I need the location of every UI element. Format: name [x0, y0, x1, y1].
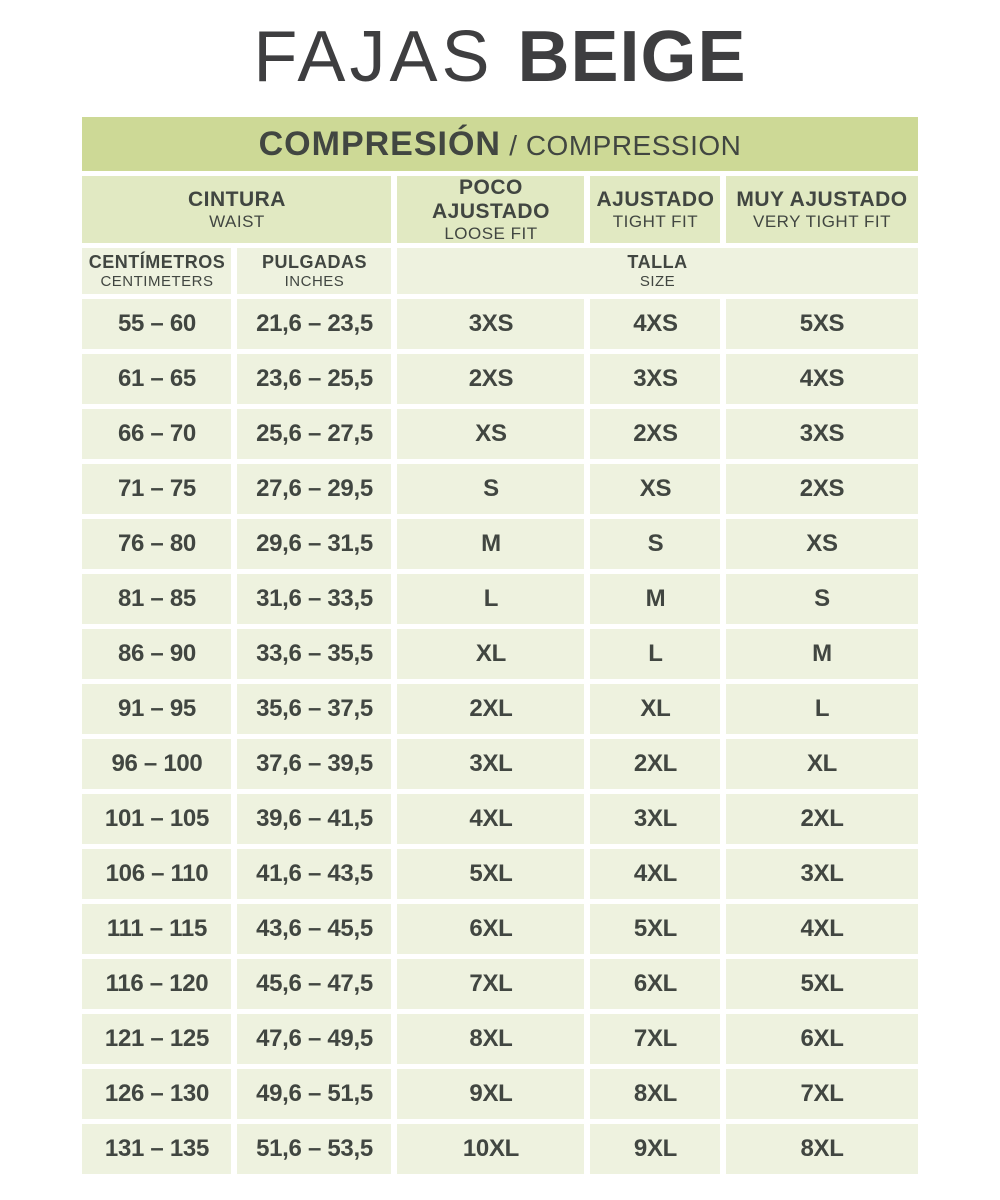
subheader-pulgadas: [237, 248, 391, 294]
cell-centimeters: 131 – 135: [82, 1124, 231, 1174]
compression-label-en: COMPRESSION: [525, 129, 742, 161]
cell-loose-fit-size: 2XL: [397, 684, 584, 734]
cell-very-tight-fit-size: 6XL: [726, 1014, 917, 1064]
cell-loose-fit-size: XS: [397, 409, 584, 459]
cell-loose-fit-size: 6XL: [397, 904, 584, 954]
cell-centimeters: 116 – 120: [82, 959, 231, 1009]
table-row: [82, 684, 917, 734]
cell-very-tight-fit-size: S: [726, 574, 917, 624]
cell-very-tight-fit-size: XS: [726, 519, 917, 569]
cell-loose-fit-size: 2XS: [397, 354, 584, 404]
cell-very-tight-fit-size: XL: [726, 739, 917, 789]
header-ajustado-es: AJUSTADO: [596, 188, 715, 211]
cell-centimeters: 111 – 115: [82, 904, 231, 954]
cell-loose-fit-size: M: [397, 519, 584, 569]
cell-tight-fit-size: L: [590, 629, 720, 679]
cell-inches: 45,6 – 47,5: [237, 959, 391, 1009]
cell-inches: 39,6 – 41,5: [237, 794, 391, 844]
header-cintura: [82, 176, 391, 243]
cell-centimeters: 101 – 105: [82, 794, 231, 844]
cell-inches: 37,6 – 39,5: [237, 739, 391, 789]
cell-loose-fit-size: 7XL: [397, 959, 584, 1009]
cell-very-tight-fit-size: 7XL: [726, 1069, 917, 1119]
cell-very-tight-fit-size: L: [726, 684, 917, 734]
size-chart-header: [82, 117, 917, 294]
cell-tight-fit-size: 8XL: [590, 1069, 720, 1119]
cell-tight-fit-size: 5XL: [590, 904, 720, 954]
cell-very-tight-fit-size: 5XL: [726, 959, 917, 1009]
cell-centimeters: 81 – 85: [82, 574, 231, 624]
cell-tight-fit-size: S: [590, 519, 720, 569]
header-cintura-en: WAIST: [209, 212, 265, 231]
compression-band-row: [82, 117, 917, 171]
cell-tight-fit-size: 4XL: [590, 849, 720, 899]
header-ajustado-en: TIGHT FIT: [612, 212, 699, 231]
cell-very-tight-fit-size: 2XS: [726, 464, 917, 514]
page-title-bold: BEIGE: [517, 17, 747, 97]
cell-tight-fit-size: M: [590, 574, 720, 624]
cell-loose-fit-size: 8XL: [397, 1014, 584, 1064]
cell-centimeters: 61 – 65: [82, 354, 231, 404]
subheader-talla-es: TALLA: [627, 252, 688, 272]
cell-tight-fit-size: 4XS: [590, 299, 720, 349]
table-row: [82, 794, 917, 844]
cell-very-tight-fit-size: 3XS: [726, 409, 917, 459]
table-row: [82, 519, 917, 569]
cell-loose-fit-size: 3XS: [397, 299, 584, 349]
cell-centimeters: 126 – 130: [82, 1069, 231, 1119]
cell-inches: 49,6 – 51,5: [237, 1069, 391, 1119]
cell-tight-fit-size: XS: [590, 464, 720, 514]
subheader-talla: [397, 248, 917, 294]
header-muy-ajustado-es: MUY AJUSTADO: [736, 188, 908, 211]
table-row: [82, 904, 917, 954]
compression-band: [82, 117, 917, 171]
page-title: [0, 0, 1000, 96]
table-row: [82, 464, 917, 514]
subheader-pulgadas-en: INCHES: [284, 273, 345, 290]
cell-inches: 43,6 – 45,5: [237, 904, 391, 954]
cell-very-tight-fit-size: 4XL: [726, 904, 917, 954]
cell-tight-fit-size: 2XL: [590, 739, 720, 789]
cell-loose-fit-size: L: [397, 574, 584, 624]
table-row: [82, 574, 917, 624]
cell-very-tight-fit-size: 3XL: [726, 849, 917, 899]
cell-tight-fit-size: 7XL: [590, 1014, 720, 1064]
cell-centimeters: 55 – 60: [82, 299, 231, 349]
cell-tight-fit-size: 2XS: [590, 409, 720, 459]
cell-loose-fit-size: 5XL: [397, 849, 584, 899]
cell-inches: 23,6 – 25,5: [237, 354, 391, 404]
cell-inches: 25,6 – 27,5: [237, 409, 391, 459]
subheader-centimetros-en: CENTIMETERS: [100, 273, 214, 290]
header-muy-ajustado: [726, 176, 917, 243]
table-row: [82, 629, 917, 679]
subheader-pulgadas-es: PULGADAS: [261, 252, 367, 272]
cell-inches: 33,6 – 35,5: [237, 629, 391, 679]
page-title-regular: FAJAS: [253, 17, 494, 97]
cell-loose-fit-size: 3XL: [397, 739, 584, 789]
cell-centimeters: 96 – 100: [82, 739, 231, 789]
cell-loose-fit-size: 9XL: [397, 1069, 584, 1119]
table-row: [82, 1124, 917, 1174]
cell-loose-fit-size: 10XL: [397, 1124, 584, 1174]
cell-very-tight-fit-size: 5XS: [726, 299, 917, 349]
header-poco-ajustado-es: POCO AJUSTADO: [431, 176, 550, 223]
cell-inches: 51,6 – 53,5: [237, 1124, 391, 1174]
cell-loose-fit-size: XL: [397, 629, 584, 679]
cell-very-tight-fit-size: 8XL: [726, 1124, 917, 1174]
cell-inches: 29,6 – 31,5: [237, 519, 391, 569]
cell-inches: 35,6 – 37,5: [237, 684, 391, 734]
cell-centimeters: 66 – 70: [82, 409, 231, 459]
cell-tight-fit-size: 3XS: [590, 354, 720, 404]
table-row: [82, 1014, 917, 1064]
subheader-centimetros: [82, 248, 231, 294]
cell-inches: 27,6 – 29,5: [237, 464, 391, 514]
subheader-talla-en: SIZE: [639, 273, 676, 290]
header-poco-ajustado: [397, 176, 584, 243]
cell-very-tight-fit-size: 2XL: [726, 794, 917, 844]
header-poco-ajustado-en: LOOSE FIT: [444, 224, 538, 243]
cell-tight-fit-size: 9XL: [590, 1124, 720, 1174]
table-row: [82, 409, 917, 459]
cell-centimeters: 71 – 75: [82, 464, 231, 514]
table-row: [82, 1069, 917, 1119]
header-muy-ajustado-en: VERY TIGHT FIT: [753, 212, 891, 231]
cell-very-tight-fit-size: 4XS: [726, 354, 917, 404]
cell-centimeters: 91 – 95: [82, 684, 231, 734]
size-table-body: [82, 299, 917, 1174]
cell-centimeters: 106 – 110: [82, 849, 231, 899]
cell-loose-fit-size: 4XL: [397, 794, 584, 844]
table-row: [82, 849, 917, 899]
subheader-centimetros-es: CENTÍMETROS: [88, 252, 226, 272]
compression-separator: /: [500, 129, 526, 161]
compression-label-es: COMPRESIÓN: [258, 124, 501, 163]
cell-tight-fit-size: XL: [590, 684, 720, 734]
cell-inches: 21,6 – 23,5: [237, 299, 391, 349]
header-cintura-es: CINTURA: [187, 188, 286, 211]
table-row: [82, 959, 917, 1009]
table-row: [82, 739, 917, 789]
cell-centimeters: 76 – 80: [82, 519, 231, 569]
cell-very-tight-fit-size: M: [726, 629, 917, 679]
cell-loose-fit-size: S: [397, 464, 584, 514]
table-row: [82, 354, 917, 404]
cell-tight-fit-size: 3XL: [590, 794, 720, 844]
cell-inches: 41,6 – 43,5: [237, 849, 391, 899]
cell-centimeters: 86 – 90: [82, 629, 231, 679]
cell-inches: 47,6 – 49,5: [237, 1014, 391, 1064]
cell-tight-fit-size: 6XL: [590, 959, 720, 1009]
cell-centimeters: 121 – 125: [82, 1014, 231, 1064]
size-chart-table: [76, 112, 923, 1179]
column-group-header-row: [82, 176, 917, 243]
cell-inches: 31,6 – 33,5: [237, 574, 391, 624]
table-row: [82, 299, 917, 349]
sub-header-row: [82, 248, 917, 294]
header-ajustado: [590, 176, 720, 243]
